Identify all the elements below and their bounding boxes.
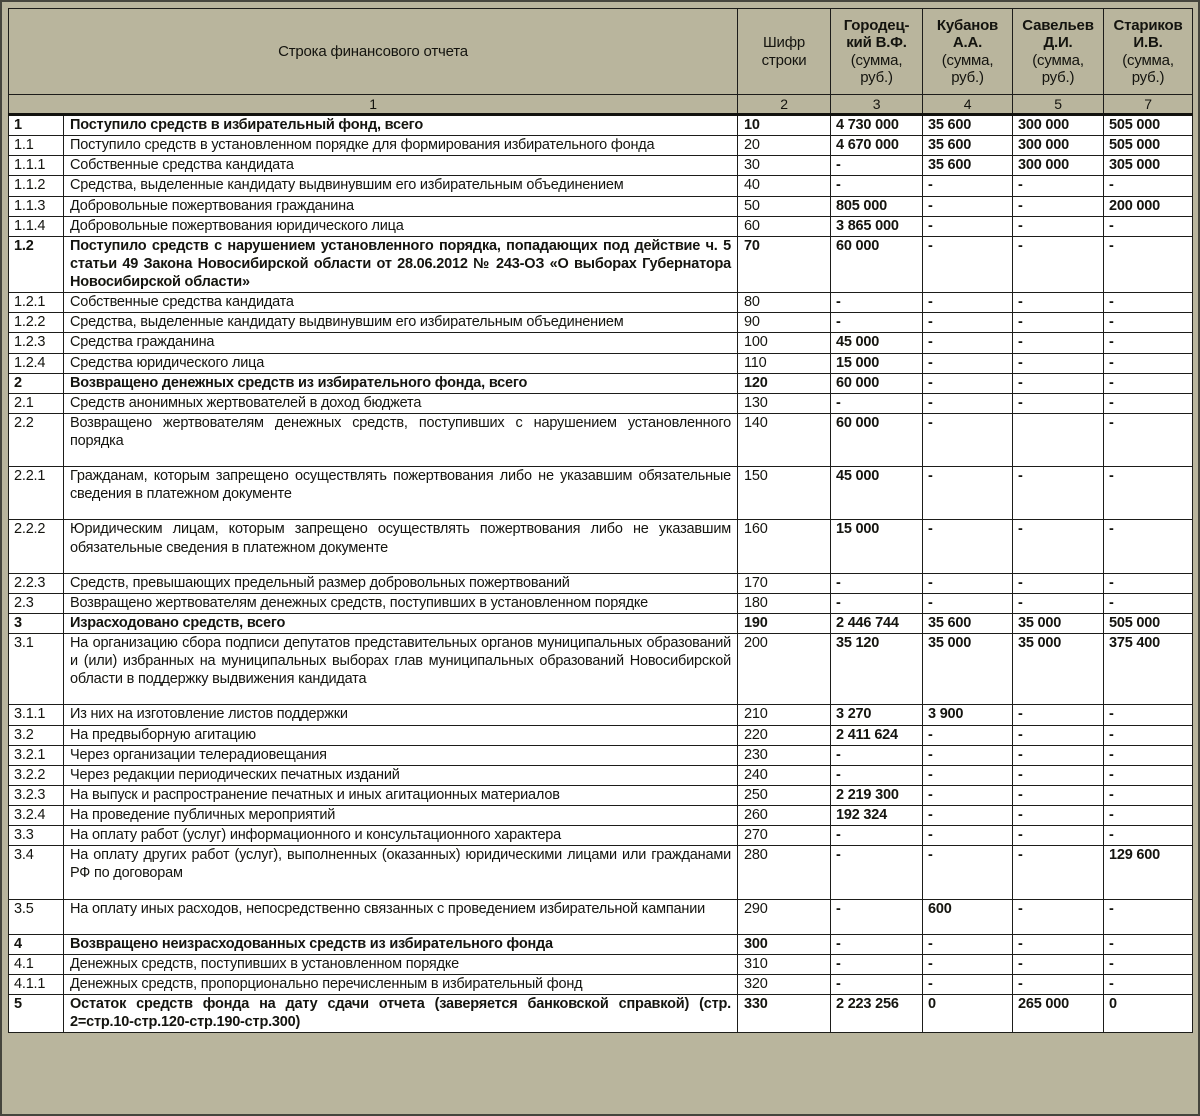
row-number: 2.2.2: [9, 520, 64, 573]
row-number: 4: [9, 934, 64, 954]
row-number: 2.2.1: [9, 467, 64, 520]
header-code-column: Шифр строки: [738, 9, 831, 95]
value-starikov: -: [1104, 705, 1193, 725]
row-label: На организацию сбора подписи депутатов представительных органов муниципальных образований и (или) избранных на муниципальных выборах глав муниципальных образований Новосибирской области в поддержку выдвижения кандидата: [64, 634, 738, 705]
value-saveliev: -: [1013, 393, 1104, 413]
value-starikov: -: [1104, 765, 1193, 785]
value-kubanov: -: [923, 467, 1013, 520]
row-code: 310: [738, 954, 831, 974]
value-gorodetskiy: 60 000: [831, 413, 923, 466]
row-code: 270: [738, 826, 831, 846]
row-code: 160: [738, 520, 831, 573]
value-starikov: -: [1104, 826, 1193, 846]
value-gorodetskiy: 3 270: [831, 705, 923, 725]
value-starikov: -: [1104, 373, 1193, 393]
value-kubanov: -: [923, 293, 1013, 313]
table-row: [9, 573, 1193, 593]
row-number: 3.2.2: [9, 765, 64, 785]
table-row: [9, 413, 1193, 466]
row-number: 2.2: [9, 413, 64, 466]
value-gorodetskiy: -: [831, 593, 923, 613]
table-row: [9, 115, 1193, 136]
value-gorodetskiy: 4 730 000: [831, 115, 923, 136]
value-saveliev: -: [1013, 974, 1104, 994]
value-kubanov: 35 600: [923, 136, 1013, 156]
value-gorodetskiy: -: [831, 293, 923, 313]
value-saveliev: -: [1013, 765, 1104, 785]
row-code: 240: [738, 765, 831, 785]
row-number: 1.1.3: [9, 196, 64, 216]
value-gorodetskiy: -: [831, 745, 923, 765]
value-starikov: -: [1104, 313, 1193, 333]
table-row: [9, 705, 1193, 725]
column-number: 1: [9, 95, 738, 115]
value-gorodetskiy: -: [831, 156, 923, 176]
value-kubanov: 600: [923, 899, 1013, 934]
value-gorodetskiy: 15 000: [831, 520, 923, 573]
value-kubanov: -: [923, 806, 1013, 826]
table-row: [9, 785, 1193, 805]
value-starikov: -: [1104, 725, 1193, 745]
table-header: [9, 9, 1193, 115]
value-starikov: -: [1104, 520, 1193, 573]
row-code: 40: [738, 176, 831, 196]
row-number: 3.2.4: [9, 806, 64, 826]
row-number: 3.2: [9, 725, 64, 745]
row-code: 60: [738, 216, 831, 236]
row-label: На оплату иных расходов, непосредственно связанных с проведением избирательной кампании: [64, 899, 738, 934]
row-number: 1.2.3: [9, 333, 64, 353]
row-label: Средства, выделенные кандидату выдвинувшим его избирательным объединением: [64, 313, 738, 333]
value-saveliev: -: [1013, 236, 1104, 292]
row-label: Средства гражданина: [64, 333, 738, 353]
column-number: 5: [1013, 95, 1104, 115]
value-starikov: 375 400: [1104, 634, 1193, 705]
row-number: 3.4: [9, 846, 64, 899]
row-label: На предвыборную агитацию: [64, 725, 738, 745]
row-code: 320: [738, 974, 831, 994]
value-kubanov: -: [923, 216, 1013, 236]
table-row: [9, 995, 1193, 1033]
row-number: 1.2.2: [9, 313, 64, 333]
value-gorodetskiy: -: [831, 899, 923, 934]
row-code: 290: [738, 899, 831, 934]
row-code: 330: [738, 995, 831, 1033]
value-kubanov: 35 600: [923, 115, 1013, 136]
row-label: Средства юридического лица: [64, 353, 738, 373]
value-kubanov: -: [923, 393, 1013, 413]
value-gorodetskiy: -: [831, 846, 923, 899]
value-saveliev: -: [1013, 785, 1104, 805]
value-gorodetskiy: -: [831, 393, 923, 413]
table-row: [9, 353, 1193, 373]
value-starikov: -: [1104, 785, 1193, 805]
row-label: Из них на изготовление листов поддержки: [64, 705, 738, 725]
value-starikov: -: [1104, 934, 1193, 954]
row-label: Добровольные пожертвования гражданина: [64, 196, 738, 216]
value-saveliev: -: [1013, 520, 1104, 573]
value-kubanov: -: [923, 176, 1013, 196]
table-row: [9, 393, 1193, 413]
value-saveliev: -: [1013, 745, 1104, 765]
row-number: 1: [9, 115, 64, 136]
row-code: 150: [738, 467, 831, 520]
row-label: Собственные средства кандидата: [64, 293, 738, 313]
row-number: 1.1.2: [9, 176, 64, 196]
row-number: 3.2.1: [9, 745, 64, 765]
value-gorodetskiy: -: [831, 176, 923, 196]
value-starikov: -: [1104, 413, 1193, 466]
row-code: 300: [738, 934, 831, 954]
row-code: 180: [738, 593, 831, 613]
table-row: [9, 634, 1193, 705]
row-code: 120: [738, 373, 831, 393]
row-number: 3.3: [9, 826, 64, 846]
candidate-name: Стариков И.В.: [1113, 17, 1183, 52]
candidate-units: (сумма, руб.): [1122, 51, 1174, 86]
value-gorodetskiy: -: [831, 765, 923, 785]
table-row: [9, 373, 1193, 393]
row-code: 210: [738, 705, 831, 725]
row-number: 4.1.1: [9, 974, 64, 994]
row-code: 50: [738, 196, 831, 216]
value-saveliev: -: [1013, 806, 1104, 826]
row-label: Денежных средств, пропорционально перечисленным в избирательный фонд: [64, 974, 738, 994]
row-code: 190: [738, 613, 831, 633]
value-saveliev: -: [1013, 293, 1104, 313]
row-code: 280: [738, 846, 831, 899]
table-row: [9, 826, 1193, 846]
row-label: Возвращено денежных средств из избирательного фонда, всего: [64, 373, 738, 393]
candidate-units: (сумма, руб.): [941, 51, 994, 86]
value-starikov: -: [1104, 593, 1193, 613]
value-saveliev: 35 000: [1013, 613, 1104, 633]
value-kubanov: -: [923, 413, 1013, 466]
value-saveliev: -: [1013, 176, 1104, 196]
row-code: 70: [738, 236, 831, 292]
value-saveliev: -: [1013, 467, 1104, 520]
value-starikov: -: [1104, 954, 1193, 974]
value-kubanov: -: [923, 573, 1013, 593]
value-gorodetskiy: -: [831, 974, 923, 994]
value-starikov: 0: [1104, 995, 1193, 1033]
value-starikov: 129 600: [1104, 846, 1193, 899]
row-label: Поступило средств в установленном порядке для формирования избирательного фонда: [64, 136, 738, 156]
row-code: 200: [738, 634, 831, 705]
table-row: [9, 313, 1193, 333]
value-gorodetskiy: 2 223 256: [831, 995, 923, 1033]
value-starikov: -: [1104, 216, 1193, 236]
value-starikov: -: [1104, 333, 1193, 353]
value-saveliev: [1013, 413, 1104, 466]
row-label: Возвращено жертвователям денежных средств, поступивших с нарушением установленного порядка: [64, 413, 738, 466]
row-number: 1.2.1: [9, 293, 64, 313]
value-starikov: -: [1104, 236, 1193, 292]
value-kubanov: -: [923, 974, 1013, 994]
row-code: 20: [738, 136, 831, 156]
value-gorodetskiy: 2 219 300: [831, 785, 923, 805]
table-row: [9, 846, 1193, 899]
row-code: 80: [738, 293, 831, 313]
row-label: На оплату других работ (услуг), выполненных (оказанных) юридическими лицами или гражданами РФ по договорам: [64, 846, 738, 899]
table-row: [9, 176, 1193, 196]
value-saveliev: 265 000: [1013, 995, 1104, 1033]
value-saveliev: 300 000: [1013, 136, 1104, 156]
value-saveliev: -: [1013, 934, 1104, 954]
row-number: 1.1.1: [9, 156, 64, 176]
row-number: 2: [9, 373, 64, 393]
row-code: 260: [738, 806, 831, 826]
value-gorodetskiy: 45 000: [831, 467, 923, 520]
row-label: На оплату работ (услуг) информационного и консультационного характера: [64, 826, 738, 846]
value-starikov: -: [1104, 176, 1193, 196]
column-number: 4: [923, 95, 1013, 115]
table-row: [9, 765, 1193, 785]
table-row: [9, 520, 1193, 573]
column-number: 2: [738, 95, 831, 115]
row-number: 1.2.4: [9, 353, 64, 373]
value-starikov: 505 000: [1104, 115, 1193, 136]
table-body: [9, 115, 1193, 1033]
row-label: Поступило средств с нарушением установленного порядка, попадающих под действие ч. 5 статьи 49 Закона Новосибирской области от 28.06.2012 № 243-ОЗ «О выборах Губернатора Новосибирской области»: [64, 236, 738, 292]
value-kubanov: -: [923, 846, 1013, 899]
value-saveliev: -: [1013, 899, 1104, 934]
column-number: 7: [1104, 95, 1193, 115]
header-row: [9, 9, 1193, 95]
value-starikov: 505 000: [1104, 613, 1193, 633]
row-code: 30: [738, 156, 831, 176]
value-starikov: -: [1104, 974, 1193, 994]
value-starikov: -: [1104, 393, 1193, 413]
value-gorodetskiy: 192 324: [831, 806, 923, 826]
row-number: 3.1: [9, 634, 64, 705]
column-numbering-row: [9, 95, 1193, 115]
value-gorodetskiy: 60 000: [831, 236, 923, 292]
row-number: 3.1.1: [9, 705, 64, 725]
row-label: Возвращено жертвователям денежных средств, поступивших в установленном порядке: [64, 593, 738, 613]
value-gorodetskiy: 4 670 000: [831, 136, 923, 156]
value-starikov: -: [1104, 745, 1193, 765]
value-saveliev: -: [1013, 573, 1104, 593]
value-starikov: -: [1104, 293, 1193, 313]
header-candidate-gorodetskiy: [831, 9, 923, 95]
value-saveliev: -: [1013, 313, 1104, 333]
table-row: [9, 974, 1193, 994]
value-saveliev: 35 000: [1013, 634, 1104, 705]
row-number: 3.5: [9, 899, 64, 934]
table-row: [9, 745, 1193, 765]
value-gorodetskiy: 2 411 624: [831, 725, 923, 745]
value-kubanov: -: [923, 353, 1013, 373]
table-row: [9, 216, 1193, 236]
value-kubanov: 3 900: [923, 705, 1013, 725]
row-label: Возвращено неизрасходованных средств из избирательного фонда: [64, 934, 738, 954]
value-kubanov: -: [923, 236, 1013, 292]
row-code: 170: [738, 573, 831, 593]
row-label: Денежных средств, поступивших в установленном порядке: [64, 954, 738, 974]
table-row: [9, 293, 1193, 313]
value-kubanov: 35 600: [923, 156, 1013, 176]
value-kubanov: -: [923, 826, 1013, 846]
table-row: [9, 954, 1193, 974]
value-saveliev: -: [1013, 954, 1104, 974]
table-row: [9, 613, 1193, 633]
row-number: 1.2: [9, 236, 64, 292]
value-saveliev: 300 000: [1013, 115, 1104, 136]
row-label: На выпуск и распространение печатных и иных агитационных материалов: [64, 785, 738, 805]
value-kubanov: -: [923, 593, 1013, 613]
value-starikov: -: [1104, 353, 1193, 373]
value-kubanov: -: [923, 954, 1013, 974]
value-saveliev: -: [1013, 593, 1104, 613]
row-label: Остаток средств фонда на дату сдачи отчета (заверяется банковской справкой) (стр. 2=стр.10-стр.120-стр.190-стр.300): [64, 995, 738, 1033]
value-starikov: 505 000: [1104, 136, 1193, 156]
value-saveliev: -: [1013, 353, 1104, 373]
row-number: 1.1: [9, 136, 64, 156]
row-code: 220: [738, 725, 831, 745]
value-saveliev: -: [1013, 846, 1104, 899]
row-code: 10: [738, 115, 831, 136]
row-number: 3: [9, 613, 64, 633]
value-kubanov: -: [923, 196, 1013, 216]
value-gorodetskiy: 2 446 744: [831, 613, 923, 633]
value-starikov: -: [1104, 573, 1193, 593]
value-saveliev: -: [1013, 373, 1104, 393]
row-number: 1.1.4: [9, 216, 64, 236]
header-line-column: Строка финансового отчета: [9, 9, 738, 95]
value-kubanov: -: [923, 765, 1013, 785]
row-label: Поступило средств в избирательный фонд, всего: [64, 115, 738, 136]
table-row: [9, 236, 1193, 292]
value-saveliev: -: [1013, 826, 1104, 846]
table-row: [9, 899, 1193, 934]
row-code: 140: [738, 413, 831, 466]
value-kubanov: -: [923, 745, 1013, 765]
table-row: [9, 333, 1193, 353]
value-kubanov: -: [923, 313, 1013, 333]
value-kubanov: 0: [923, 995, 1013, 1033]
row-number: 2.2.3: [9, 573, 64, 593]
row-label: Через редакции периодических печатных изданий: [64, 765, 738, 785]
value-gorodetskiy: 3 865 000: [831, 216, 923, 236]
value-gorodetskiy: -: [831, 934, 923, 954]
value-starikov: -: [1104, 899, 1193, 934]
row-label: Израсходовано средств, всего: [64, 613, 738, 633]
row-label: Через организации телерадиовещания: [64, 745, 738, 765]
value-kubanov: -: [923, 934, 1013, 954]
row-label: Юридическим лицам, которым запрещено осуществлять пожертвования либо не указавшим обязательные сведения в платежном документе: [64, 520, 738, 573]
value-starikov: 200 000: [1104, 196, 1193, 216]
row-label: Гражданам, которым запрещено осуществлять пожертвования либо не указавшим обязательные сведения в платежном документе: [64, 467, 738, 520]
row-label: Средств, превышающих предельный размер добровольных пожертвований: [64, 573, 738, 593]
value-saveliev: -: [1013, 705, 1104, 725]
value-gorodetskiy: 805 000: [831, 196, 923, 216]
candidate-units: (сумма, руб.): [1032, 51, 1084, 86]
value-starikov: 305 000: [1104, 156, 1193, 176]
candidate-units: (сумма, руб.): [850, 51, 903, 86]
row-label: Средства, выделенные кандидату выдвинувшим его избирательным объединением: [64, 176, 738, 196]
table-row: [9, 593, 1193, 613]
header-candidate-saveliev: [1013, 9, 1104, 95]
value-gorodetskiy: 60 000: [831, 373, 923, 393]
value-gorodetskiy: 15 000: [831, 353, 923, 373]
row-label: Добровольные пожертвования юридического лица: [64, 216, 738, 236]
table-row: [9, 934, 1193, 954]
header-candidate-kubanov: [923, 9, 1013, 95]
row-code: 250: [738, 785, 831, 805]
table-row: [9, 806, 1193, 826]
table-row: [9, 156, 1193, 176]
value-starikov: -: [1104, 806, 1193, 826]
table-row: [9, 196, 1193, 216]
value-kubanov: -: [923, 333, 1013, 353]
row-number: 2.3: [9, 593, 64, 613]
row-label: Собственные средства кандидата: [64, 156, 738, 176]
candidate-name: Кубанов А.А.: [936, 17, 999, 52]
header-candidate-starikov: [1104, 9, 1193, 95]
value-kubanov: -: [923, 520, 1013, 573]
value-gorodetskiy: -: [831, 826, 923, 846]
row-code: 100: [738, 333, 831, 353]
row-code: 130: [738, 393, 831, 413]
value-gorodetskiy: 45 000: [831, 333, 923, 353]
value-saveliev: -: [1013, 196, 1104, 216]
value-kubanov: 35 600: [923, 613, 1013, 633]
value-kubanov: -: [923, 725, 1013, 745]
value-starikov: -: [1104, 467, 1193, 520]
value-gorodetskiy: -: [831, 313, 923, 333]
value-saveliev: -: [1013, 216, 1104, 236]
row-code: 110: [738, 353, 831, 373]
row-code: 90: [738, 313, 831, 333]
row-number: 5: [9, 995, 64, 1033]
value-gorodetskiy: -: [831, 573, 923, 593]
row-code: 230: [738, 745, 831, 765]
value-kubanov: -: [923, 785, 1013, 805]
value-gorodetskiy: 35 120: [831, 634, 923, 705]
value-kubanov: 35 000: [923, 634, 1013, 705]
value-saveliev: -: [1013, 725, 1104, 745]
table-row: [9, 467, 1193, 520]
value-saveliev: -: [1013, 333, 1104, 353]
row-label: На проведение публичных мероприятий: [64, 806, 738, 826]
row-number: 2.1: [9, 393, 64, 413]
row-number: 3.2.3: [9, 785, 64, 805]
financial-report-table: [8, 8, 1193, 1033]
column-number: 3: [831, 95, 923, 115]
row-label: Средств анонимных жертвователей в доход бюджета: [64, 393, 738, 413]
table-row: [9, 136, 1193, 156]
value-gorodetskiy: -: [831, 954, 923, 974]
candidate-name: Городец- кий В.Ф.: [843, 17, 910, 52]
row-number: 4.1: [9, 954, 64, 974]
candidate-name: Савельев Д.И.: [1022, 17, 1094, 52]
table-row: [9, 725, 1193, 745]
value-saveliev: 300 000: [1013, 156, 1104, 176]
value-kubanov: -: [923, 373, 1013, 393]
